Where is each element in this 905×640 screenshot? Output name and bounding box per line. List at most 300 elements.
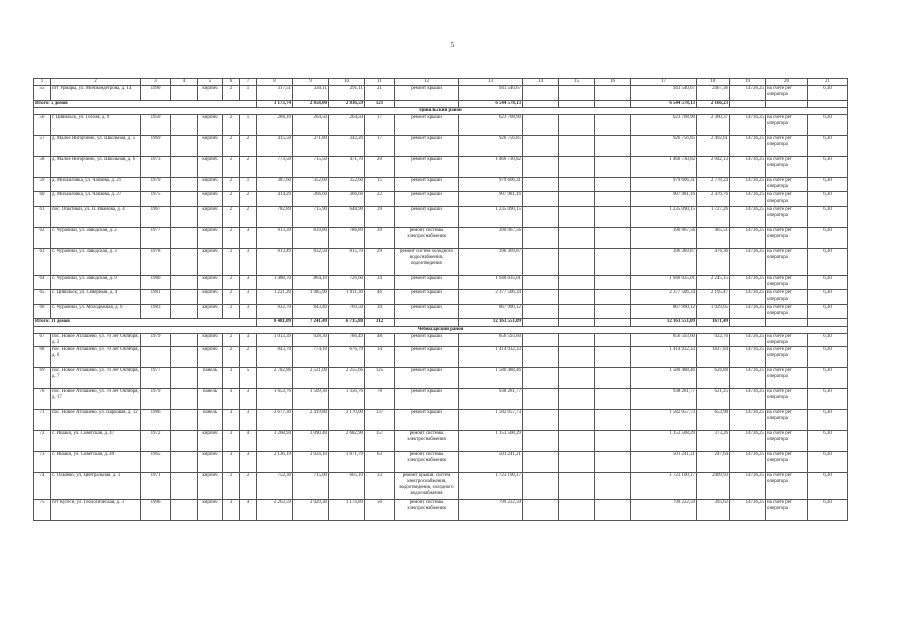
table-cell xyxy=(523,135,559,156)
table-cell: 61 xyxy=(34,206,51,227)
table-cell: на счете рег оператора xyxy=(766,409,808,430)
table-cell: 396 369,87 xyxy=(631,248,697,275)
table-cell: на счете рег оператора xyxy=(766,499,808,520)
table-cell: 125 xyxy=(365,367,395,388)
table-cell xyxy=(559,114,595,135)
table-cell: 715,90 xyxy=(293,206,329,227)
table-cell xyxy=(595,409,631,430)
table-cell xyxy=(559,346,595,367)
column-number-cell: 11 xyxy=(365,79,395,86)
table-row xyxy=(34,451,848,472)
table-cell: 938 281,77 xyxy=(459,388,523,409)
table-cell: 14736,25 xyxy=(730,430,766,451)
subtotal-cell xyxy=(559,319,595,326)
table-cell: ремонт крыши xyxy=(395,388,459,409)
table-cell xyxy=(523,367,559,388)
table-cell: пос. Новое Атлашево, ул. 70 лет Октября, д. 6 xyxy=(51,346,141,367)
table-cell: 2 xyxy=(223,304,240,319)
table-cell: с. Чурачики, ул. Заводская, д. 3 xyxy=(51,248,141,275)
table-cell: 2 042,13 xyxy=(697,156,730,177)
table-row xyxy=(34,304,848,319)
table-cell: 14736,25 xyxy=(730,275,766,290)
table-cell: ремонт системы электроснабжения xyxy=(395,227,459,248)
table-cell: 1 582 057,73 xyxy=(631,409,697,430)
table-cell: 752,30 xyxy=(257,472,293,499)
table-cell: 1 414 932,33 xyxy=(459,346,523,367)
table-cell: 2 xyxy=(223,156,240,177)
table-cell: с. Чурачики, ул. Молодежная, д. 6 xyxy=(51,304,141,319)
table-cell xyxy=(523,430,559,451)
table-cell: 63 xyxy=(365,451,395,472)
table-cell: 14736,25 xyxy=(730,290,766,305)
table-cell: на счете рег оператора xyxy=(766,451,808,472)
column-number-cell: 21 xyxy=(808,79,848,86)
subtotal-cell: 12 163 551,09 xyxy=(459,319,523,326)
table-cell: на счете рег оператора xyxy=(766,430,808,451)
table-row xyxy=(34,114,848,135)
table-cell: 342,20 xyxy=(329,135,365,156)
table-cell: 979 606,31 xyxy=(459,177,523,192)
table-cell: 3 xyxy=(223,499,240,520)
table-cell: 623 708,90 xyxy=(459,114,523,135)
table-cell: ремонт крыши xyxy=(395,275,459,290)
table-cell: 799 222,59 xyxy=(459,499,523,520)
table-cell xyxy=(171,346,198,367)
table-cell xyxy=(171,499,198,520)
district-header-row xyxy=(34,326,848,333)
table-cell xyxy=(559,409,595,430)
table-cell: 1 580 488,46 xyxy=(459,367,523,388)
table-cell: 352,60 xyxy=(293,177,329,192)
table-cell: на счете рег оператора xyxy=(766,275,808,290)
table-cell xyxy=(595,156,631,177)
table-cell: ремонт крыши xyxy=(395,192,459,207)
table-cell: 932,70 xyxy=(257,304,293,319)
table-cell: г. Цивильск, ул. Гоголя, д. 9 xyxy=(51,114,141,135)
table-cell: 21 xyxy=(365,86,395,101)
table-cell: 782,89 xyxy=(257,206,293,227)
table-cell: 1 488,70 xyxy=(257,275,293,290)
table-cell xyxy=(171,135,198,156)
table-cell: 1 653,76 xyxy=(257,388,293,409)
table-cell: 34 xyxy=(365,346,395,367)
table-cell: 14736,25 xyxy=(730,451,766,472)
column-number-cell: 20 xyxy=(766,79,808,86)
column-number-cell: 13 xyxy=(459,79,523,86)
column-number-row xyxy=(34,79,848,86)
table-cell: 48 xyxy=(365,333,395,346)
table-cell: 390 067,56 xyxy=(631,227,697,248)
table-cell: 4 xyxy=(240,499,257,520)
table-cell xyxy=(523,304,559,319)
table-cell: 2 377 506,34 xyxy=(631,290,697,305)
table-cell: 1 414 932,33 xyxy=(631,346,697,367)
table-cell: 64 xyxy=(34,275,51,290)
table-cell xyxy=(559,192,595,207)
column-number-cell: 1 xyxy=(34,79,51,86)
table-cell: 2 245,15 xyxy=(697,275,730,290)
table-cell: 979 606,31 xyxy=(631,177,697,192)
table-cell: ремонт системы электроснабжения xyxy=(395,499,459,520)
table-cell: 786,89 xyxy=(329,227,365,248)
table-cell: 6,30 xyxy=(808,86,848,101)
table-cell: д. Малое Янгорчино, ул. Школьная, д. 5 xyxy=(51,135,141,156)
table-cell: 856 593,60 xyxy=(459,333,523,346)
table-cell: 1 221,20 xyxy=(257,290,293,305)
table-cell: 29 xyxy=(365,248,395,275)
column-number-cell: 17 xyxy=(631,79,697,86)
table-cell: 14736,25 xyxy=(730,388,766,409)
table-cell: 907 981,16 xyxy=(459,192,523,207)
table-cell: 3 xyxy=(240,275,257,290)
table-cell xyxy=(523,192,559,207)
table-cell: 715,00 xyxy=(293,472,329,499)
table-cell: кирпич xyxy=(198,451,223,472)
table-cell xyxy=(523,290,559,305)
table-cell: 67 xyxy=(34,333,51,346)
table-cell: 14736,25 xyxy=(730,206,766,227)
table-cell: 5 xyxy=(240,367,257,388)
table-cell: 3 xyxy=(240,290,257,305)
column-number-cell: 7 xyxy=(240,79,257,86)
subtotal-label: Итого: 5 домов xyxy=(34,100,257,107)
table-cell xyxy=(523,177,559,192)
table-row xyxy=(34,409,848,430)
column-number-cell: 14 xyxy=(523,79,559,86)
subtotal-cell xyxy=(766,100,808,107)
table-cell: 3 xyxy=(240,227,257,248)
table-cell xyxy=(595,290,631,305)
table-cell: 264,50 xyxy=(329,114,365,135)
table-cell xyxy=(523,206,559,227)
table-cell: 14736,25 xyxy=(730,248,766,275)
table-cell xyxy=(523,388,559,409)
table-cell: 501 241,21 xyxy=(631,451,697,472)
table-cell: 1 356,76 xyxy=(329,388,365,409)
table-cell: панель xyxy=(198,367,223,388)
table-cell: кирпич xyxy=(198,227,223,248)
table-cell xyxy=(595,248,631,275)
table-cell: 621,25 xyxy=(697,388,730,409)
subtotal-cell xyxy=(523,319,559,326)
table-cell: 14736,25 xyxy=(730,333,766,346)
table-cell xyxy=(523,451,559,472)
table-cell: 291,11 xyxy=(329,86,365,101)
table-cell: 6,30 xyxy=(808,290,848,305)
table-cell: 68 xyxy=(34,346,51,367)
table-cell xyxy=(171,367,198,388)
table-cell xyxy=(171,114,198,135)
table-cell xyxy=(559,248,595,275)
table-cell: 1 085,90 xyxy=(293,290,329,305)
table-cell xyxy=(523,333,559,346)
table-cell: кирпич xyxy=(198,192,223,207)
table-cell: 65 xyxy=(34,290,51,305)
table-cell: кирпич xyxy=(198,156,223,177)
table-cell: 1971 xyxy=(141,472,171,499)
table-cell: пгт Урмары, ул. Мичмандегрова, д. 14 xyxy=(51,86,141,101)
table-cell: ремонт крыши xyxy=(395,290,459,305)
table-cell: ремонт крыши xyxy=(395,177,459,192)
district-header-row xyxy=(34,107,848,114)
table-cell: кирпич xyxy=(198,86,223,101)
table-row xyxy=(34,333,848,346)
subtotal-cell xyxy=(730,319,766,326)
table-cell: 6,30 xyxy=(808,430,848,451)
table-cell: ремонт систем холодного водоснабжения, водоотведения xyxy=(395,248,459,275)
table-cell: пос. Новое Атлашево, ул. 70 лет Октября, д. 17 xyxy=(51,388,141,409)
table-cell: 815,70 xyxy=(329,248,365,275)
table-row xyxy=(34,388,848,409)
table-cell: 2 195,47 xyxy=(697,290,730,305)
table-cell: на счете рег оператора xyxy=(766,227,808,248)
table-cell xyxy=(171,275,198,290)
table-cell xyxy=(559,135,595,156)
table-cell: 843,70 xyxy=(257,346,293,367)
table-cell: 1 460 730,82 xyxy=(459,156,523,177)
table-cell: 1 235 090,15 xyxy=(459,206,523,227)
table-cell xyxy=(523,346,559,367)
table-cell: 626,88 xyxy=(697,367,730,388)
table-cell: пгт Кугеси, ул. Геологическая, д. 3 xyxy=(51,499,141,520)
table-cell xyxy=(559,275,595,290)
table-cell: 57 xyxy=(34,135,51,156)
table-cell: ремонт крыши xyxy=(395,135,459,156)
table-cell: 676,79 xyxy=(329,346,365,367)
subtotal-cell: 3 173,74 xyxy=(257,100,293,107)
subtotal-label: Итого: 11 домов xyxy=(34,319,257,326)
table-cell: 387,60 xyxy=(257,177,293,192)
table-cell: 3 xyxy=(223,409,240,430)
table-cell xyxy=(523,409,559,430)
table-cell: 330,11 xyxy=(293,86,329,101)
table-cell xyxy=(171,409,198,430)
table-cell: 1 460 730,82 xyxy=(631,156,697,177)
table-cell: 62 xyxy=(34,227,51,248)
table-cell: 2 xyxy=(240,206,257,227)
table-cell: 1990 xyxy=(141,86,171,101)
table-cell: 1 011,30 xyxy=(329,290,365,305)
table-cell: 14736,25 xyxy=(730,304,766,319)
table-cell: 3 xyxy=(223,451,240,472)
table-cell: 665,10 xyxy=(329,472,365,499)
table-cell: 839,80 xyxy=(293,227,329,248)
table-cell: 6,30 xyxy=(808,367,848,388)
table-cell: 786,49 xyxy=(329,333,365,346)
table-cell xyxy=(523,275,559,290)
table-cell xyxy=(595,499,631,520)
table-cell xyxy=(595,275,631,290)
table-cell: 3 xyxy=(223,430,240,451)
table-cell: 3 xyxy=(240,409,257,430)
table-cell: 6,30 xyxy=(808,451,848,472)
table-cell: 371,80 xyxy=(293,135,329,156)
table-cell: 396 369,87 xyxy=(459,248,523,275)
table-cell: 856 593,60 xyxy=(631,333,697,346)
table-cell xyxy=(171,192,198,207)
table-cell xyxy=(171,472,198,499)
table-cell: 352,60 xyxy=(329,177,365,192)
table-cell: 66 xyxy=(34,304,51,319)
table-cell: 867 990,12 xyxy=(459,304,523,319)
table-cell: на счете рег оператора xyxy=(766,290,808,305)
table-cell: ремонт крыши xyxy=(395,156,459,177)
table-cell: 1 153 508,29 xyxy=(631,430,697,451)
table-cell: 395,62 xyxy=(697,499,730,520)
table-cell: 6,30 xyxy=(808,248,848,275)
table-cell: 648,90 xyxy=(329,206,365,227)
subtotal-row xyxy=(34,319,848,326)
table-cell: 2 360,37 xyxy=(697,114,730,135)
table-cell: 22 xyxy=(365,192,395,207)
table-cell: с. Цивильск, ул. Северный, д. 4 xyxy=(51,290,141,305)
table-cell: 1 153 508,29 xyxy=(459,430,523,451)
table-cell: 2 xyxy=(240,135,257,156)
subtotal-cell: 2 836,59 xyxy=(329,100,365,107)
table-cell xyxy=(595,206,631,227)
column-number-cell: 10 xyxy=(329,79,365,86)
table-cell: с. Ишаки, ул. Советская, д. 49 xyxy=(51,451,141,472)
table-cell: 6,30 xyxy=(808,227,848,248)
table-cell: 2 xyxy=(223,346,240,367)
table-cell: 2 170,00 xyxy=(329,409,365,430)
table-cell: 1981 xyxy=(141,290,171,305)
table-cell: ремонт крыши xyxy=(395,409,459,430)
subtotal-cell xyxy=(808,319,848,326)
table-cell: 1 xyxy=(240,114,257,135)
table-cell: 1972 xyxy=(141,430,171,451)
table-cell xyxy=(523,499,559,520)
table-cell: 1980 xyxy=(141,275,171,290)
table-cell: кирпич xyxy=(198,135,223,156)
table-cell: 2 xyxy=(223,275,240,290)
table-cell: 1973 xyxy=(141,156,171,177)
table-cell: 1967 xyxy=(141,206,171,227)
subtotal-cell: 121 xyxy=(365,100,395,107)
table-cell: 3 xyxy=(223,367,240,388)
table-cell: 926 756,85 xyxy=(459,135,523,156)
subtotal-cell xyxy=(395,319,459,326)
subtotal-cell: 7 241,49 xyxy=(293,319,329,326)
table-cell: 1 940 035,01 xyxy=(631,275,697,290)
table-cell: 864,10 xyxy=(293,275,329,290)
table-cell: 623 708,90 xyxy=(631,114,697,135)
table-cell xyxy=(171,304,198,319)
column-number-cell: 15 xyxy=(559,79,595,86)
table-cell: на счете рег оператора xyxy=(766,346,808,367)
table-cell: 1996 xyxy=(141,499,171,520)
table-cell: 1975 xyxy=(141,192,171,207)
column-number-cell: 9 xyxy=(293,79,329,86)
table-cell: 3 090,40 xyxy=(293,430,329,451)
table-cell: 501 241,21 xyxy=(459,451,523,472)
table-row xyxy=(34,86,848,101)
column-number-cell: 2 xyxy=(51,79,141,86)
table-cell: д. Михайловка, ул. Чапаева, д. 21 xyxy=(51,177,141,192)
column-number-cell: 4 xyxy=(171,79,198,86)
table-cell: 6,30 xyxy=(808,409,848,430)
table-cell: 1 871,79 xyxy=(329,451,365,472)
table-cell: 137 xyxy=(365,409,395,430)
table-cell: 1 940 035,01 xyxy=(459,275,523,290)
table-cell: 56 xyxy=(365,499,395,520)
page-number: 5 xyxy=(450,41,455,49)
table-cell: 2 xyxy=(223,472,240,499)
table-cell: 1 013,39 xyxy=(257,333,293,346)
table-cell xyxy=(595,333,631,346)
table-cell: д. Малое Янгорчино, ул. Школьная, д. 6 xyxy=(51,156,141,177)
table-cell: 941 540,67 xyxy=(459,86,523,101)
table-cell: 1950 xyxy=(141,114,171,135)
table-cell: 1 727,26 xyxy=(697,206,730,227)
table-cell: 6,30 xyxy=(808,135,848,156)
table-cell: кирпич xyxy=(198,290,223,305)
table-cell: пос. Новое Атлашево, ул. 70 лет Октября, д. 2 xyxy=(52,333,139,345)
table-cell: 317,51 xyxy=(257,86,293,101)
subtotal-cell: 12 163 551,09 xyxy=(631,319,697,326)
table-cell: 2 024,10 xyxy=(293,451,329,472)
table-cell xyxy=(523,227,559,248)
table-cell: 1977 xyxy=(141,367,171,388)
table-cell: 2 778,24 xyxy=(697,177,730,192)
column-number-cell: 12 xyxy=(395,79,459,86)
table-cell xyxy=(559,367,595,388)
column-number-cell: 5 xyxy=(198,79,223,86)
table-cell: пос. Новое Атлашево, ул. Парковая, д. 12 xyxy=(51,409,141,430)
table-cell: 17 xyxy=(365,114,395,135)
table-cell: пос. Новое Атлашево, ул. 70 лет Октября, д. 7 xyxy=(51,367,141,388)
table-cell: 476,36 xyxy=(697,248,730,275)
table-row xyxy=(34,472,848,499)
table-cell: 1970 xyxy=(141,177,171,192)
table-row xyxy=(34,177,848,192)
table-cell: 6,30 xyxy=(808,275,848,290)
table-cell: 2 521,09 xyxy=(293,367,329,388)
table-cell: 3 xyxy=(240,333,257,346)
table-cell: 6,30 xyxy=(808,346,848,367)
table-cell: 2 682,90 xyxy=(329,430,365,451)
table-cell: 14736,25 xyxy=(730,135,766,156)
table-cell: на счете рег оператора xyxy=(766,367,808,388)
table-cell xyxy=(595,192,631,207)
table-cell: кирпич xyxy=(198,114,223,135)
subtotal-cell: 2 166,23 xyxy=(697,100,730,107)
table-row xyxy=(34,156,848,177)
table-cell: 33 xyxy=(365,472,395,499)
table-cell xyxy=(141,346,171,367)
table-cell: 926 756,85 xyxy=(631,135,697,156)
table-cell: 1977 xyxy=(141,227,171,248)
table-cell: 3 xyxy=(240,248,257,275)
table-cell: 2 xyxy=(223,177,240,192)
subtotal-cell xyxy=(730,100,766,107)
table-cell: с. Чурачики, ул. Заводская, д. 2 xyxy=(51,227,141,248)
table-cell xyxy=(595,177,631,192)
table-cell: кирпич xyxy=(198,275,223,290)
table-cell: 73 xyxy=(34,451,51,472)
subtotal-cell xyxy=(395,100,459,107)
table-cell xyxy=(559,388,595,409)
table-cell: 14736,25 xyxy=(730,156,766,177)
table-cell: 157 xyxy=(365,430,395,451)
table-cell: 34 xyxy=(365,275,395,290)
column-number-cell: 18 xyxy=(697,79,730,86)
table-cell xyxy=(171,177,198,192)
table-cell: с. Чурачики, ул. Заводская, д. 9 xyxy=(51,275,141,290)
table-cell: 2 377 506,34 xyxy=(459,290,523,305)
table-cell xyxy=(559,86,595,101)
table-cell xyxy=(523,248,559,275)
